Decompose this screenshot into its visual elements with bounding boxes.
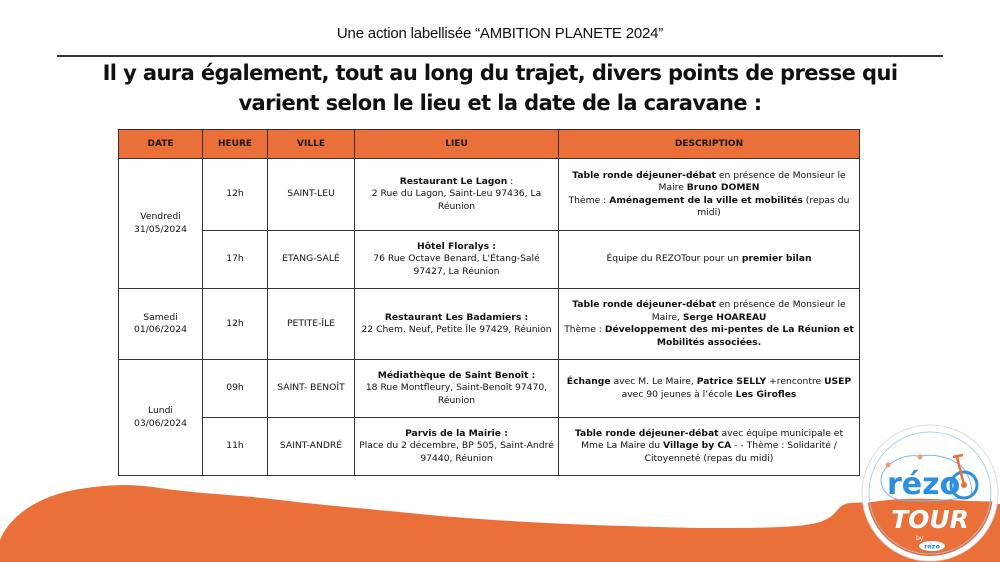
- desc-bold: Aménagement de la ville et mobilités: [609, 194, 803, 206]
- desc-bold: Table ronde déjeuner-débat: [574, 427, 719, 439]
- page-heading: Il y aura également, tout au long du trajet, divers points de presse qui varient selon le lieu et la date de la caravane :: [102, 61, 898, 115]
- description-cell: [559, 231, 860, 289]
- label-subtitle: Une action labellisée “AMBITION PLANETE 2024”: [336, 25, 664, 42]
- desc-bold: Village by CA: [663, 440, 732, 452]
- description-cell: [559, 418, 860, 476]
- col-header-description: DESCRIPTION: [559, 130, 860, 159]
- lieu-cell: [355, 360, 559, 418]
- heure-cell: 12h: [203, 289, 268, 360]
- date-day: Lundi: [148, 405, 173, 416]
- lieu-cell: [355, 159, 559, 231]
- header-divider: [57, 55, 943, 57]
- date-cell: [119, 159, 203, 289]
- desc-text: Équipe du REZOTour pour un: [606, 253, 742, 265]
- lieu-address: 2 Rue du Lagon, Saint-Leu 97436, La Réunion: [371, 188, 542, 212]
- logo-main-text: TOUR: [891, 505, 969, 534]
- desc-bold: Bruno DOMEN: [686, 182, 760, 193]
- date-value: 31/05/2024: [134, 223, 187, 235]
- table-header-row: [119, 130, 860, 159]
- date-cell: [119, 289, 203, 360]
- desc-text: avec équipe municipale et Mme La Maire du: [581, 427, 844, 452]
- desc-text: +rencontre: [766, 376, 825, 387]
- desc-bold: Table ronde déjeuner-débat: [572, 169, 716, 181]
- desc-bold: Échange: [566, 376, 611, 387]
- description-cell: [559, 159, 860, 231]
- map-pin-icon: [918, 455, 923, 460]
- desc-text: en présence de Monsieur le Maire,: [651, 299, 846, 323]
- desc-text: avec M. Le Maire,: [610, 376, 697, 387]
- desc-text: - - Thème : Solidarité / Citoyenneté (repas du midi): [644, 440, 837, 464]
- ville-cell: SAINT- BENOÎT: [268, 360, 355, 418]
- lieu-cell: [355, 418, 559, 476]
- press-schedule-table: [118, 129, 860, 476]
- date-cell: [119, 360, 203, 476]
- date-day: Vendredi: [140, 211, 181, 222]
- lieu-name: Parvis de la Mairie :: [405, 427, 508, 439]
- logo-by-text: by: [916, 535, 924, 542]
- lieu-address: 76 Rue Octave Benard, L'Étang-Salé 97427, La Réunion: [373, 253, 540, 277]
- desc-text: Thème :: [564, 324, 605, 335]
- lieu-cell: [355, 289, 559, 360]
- desc-bold: Développement des mi-pentes de La Réunion et Mobilités associées.: [604, 324, 854, 348]
- date-value: 01/06/2024: [134, 324, 187, 335]
- table-row: [119, 360, 860, 418]
- ville-cell: PETITE-ÎLE: [268, 289, 355, 360]
- lieu-name: Médiathèque de Saint Benoît :: [377, 369, 536, 381]
- lieu-name: Hôtel Floralys :: [417, 240, 496, 252]
- ville-cell: SAINT-LEU: [268, 159, 355, 231]
- ville-cell: ETANG-SALÉ: [268, 231, 355, 289]
- heure-cell: 11h: [203, 418, 268, 476]
- lieu-separator: :: [507, 175, 514, 187]
- lieu-cell: [355, 231, 559, 289]
- col-header-ville: VILLE: [268, 130, 355, 159]
- heure-cell: 09h: [203, 360, 268, 418]
- logo-small-brand: rézo: [924, 542, 940, 551]
- date-day: Samedi: [143, 311, 178, 323]
- desc-text: (repas du midi): [697, 194, 850, 218]
- ville-cell: SAINT-ANDRÉ: [268, 418, 355, 476]
- lieu-name: Restaurant Le Lagon: [399, 175, 508, 187]
- description-cell: [559, 360, 860, 418]
- desc-text: Thème :: [568, 194, 610, 206]
- desc-text: avec 90 jeunes à l’école: [621, 388, 736, 400]
- date-value: 03/06/2024: [134, 417, 187, 429]
- lieu-address: 18 Rue Montfleury, Saint-Benoît 97470, Réunion: [365, 382, 548, 406]
- desc-bold: premier bilan: [741, 253, 812, 265]
- lieu-address: 22 Chem. Neuf, Petite Île 97429, Réunion: [361, 324, 552, 335]
- desc-bold: USEP: [824, 376, 852, 387]
- description-cell: [559, 289, 860, 360]
- col-header-lieu: LIEU: [355, 130, 559, 159]
- table-row: [119, 418, 860, 476]
- lieu-address: Place du 2 décembre, BP 505, Saint-André 97440, Réunion: [359, 440, 554, 464]
- desc-bold: Patrice SELLY: [696, 376, 767, 387]
- table-row: [119, 231, 860, 289]
- col-header-date: DATE: [119, 130, 203, 159]
- heure-cell: 12h: [203, 159, 268, 231]
- desc-bold: Serge HOAREAU: [682, 311, 767, 323]
- col-header-heure: HEURE: [203, 130, 268, 159]
- desc-bold: Les Girofles: [735, 388, 797, 400]
- table-row: [119, 289, 860, 360]
- rezo-tour-logo: [861, 424, 1000, 562]
- lieu-name: Restaurant Les Badamiers :: [384, 311, 529, 323]
- heure-cell: 17h: [203, 231, 268, 289]
- logo-top-text: rézo: [887, 467, 961, 502]
- desc-bold: Table ronde déjeuner-débat: [572, 299, 716, 310]
- table-row: [119, 159, 860, 231]
- desc-text: en présence de Monsieur le Maire: [658, 169, 846, 193]
